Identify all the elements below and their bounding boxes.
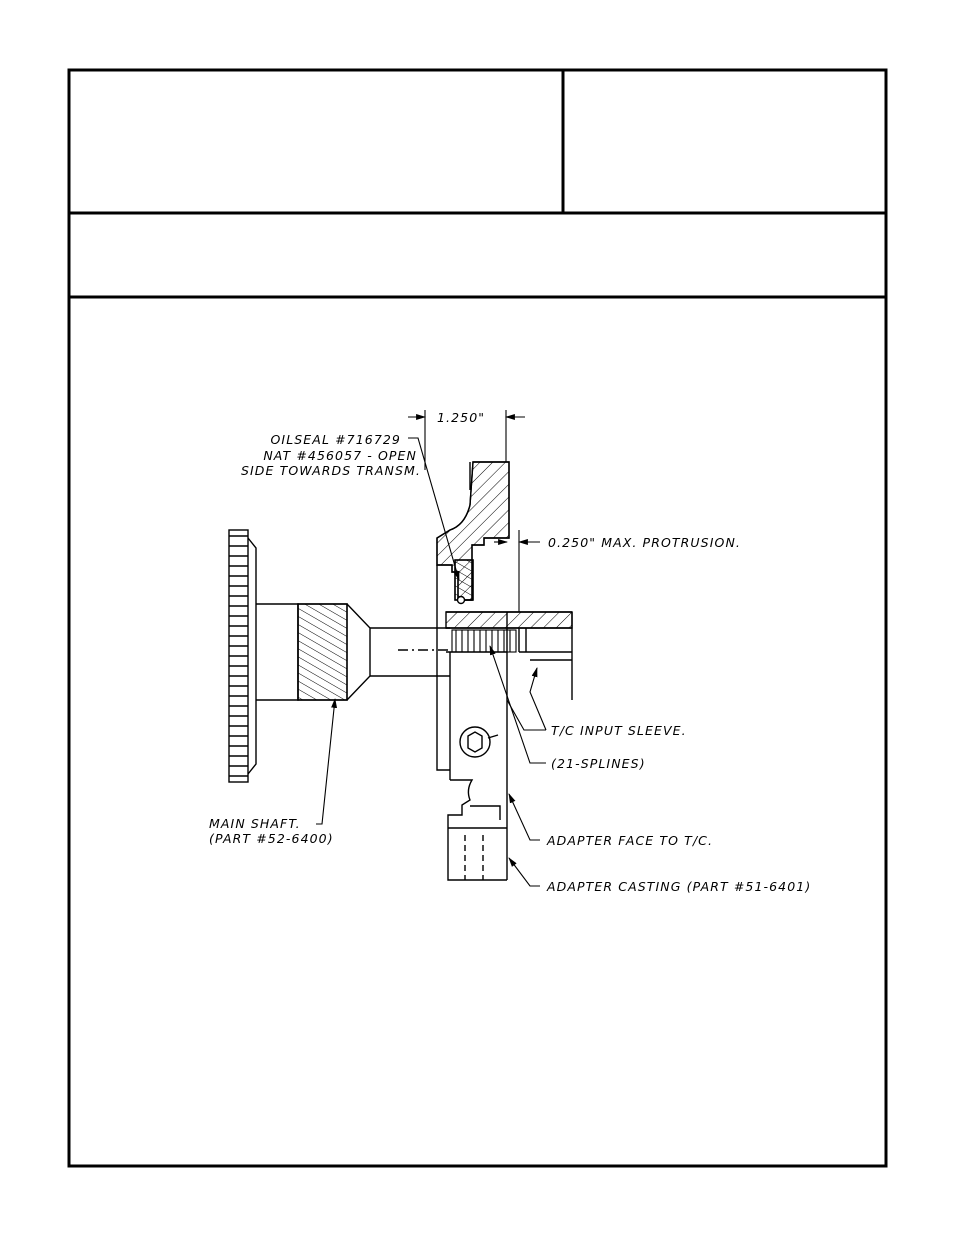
main-shaft-gear [229,530,256,782]
main-shaft-label-line1: MAIN SHAFT. [209,816,301,831]
adapter-casting-label: ADAPTER CASTING (PART #51-6401) [547,879,812,894]
input-sleeve [446,612,572,700]
leader-lines [316,438,546,886]
oilseal-label-line1: OILSEAL #716729 [270,432,401,447]
oilseal-label-line3: SIDE TOWARDS TRANSM. [240,463,421,478]
input-sleeve-label: T/C INPUT SLEEVE. [551,723,687,738]
main-shaft [256,604,450,700]
oil-seal [455,560,473,604]
oilseal-label-line2: NAT #456057 - OPEN [263,448,417,463]
main-shaft-label-line2: (PART #52-6400) [209,831,334,846]
protrusion-label: 0.250" MAX. PROTRUSION. [548,535,741,550]
splines-label: (21-SPLINES) [551,756,646,771]
adapter-face-label: ADAPTER FACE TO T/C. [547,833,714,848]
dimension-1-250: 1.250" [437,410,486,425]
adapter-drawing [229,410,572,886]
